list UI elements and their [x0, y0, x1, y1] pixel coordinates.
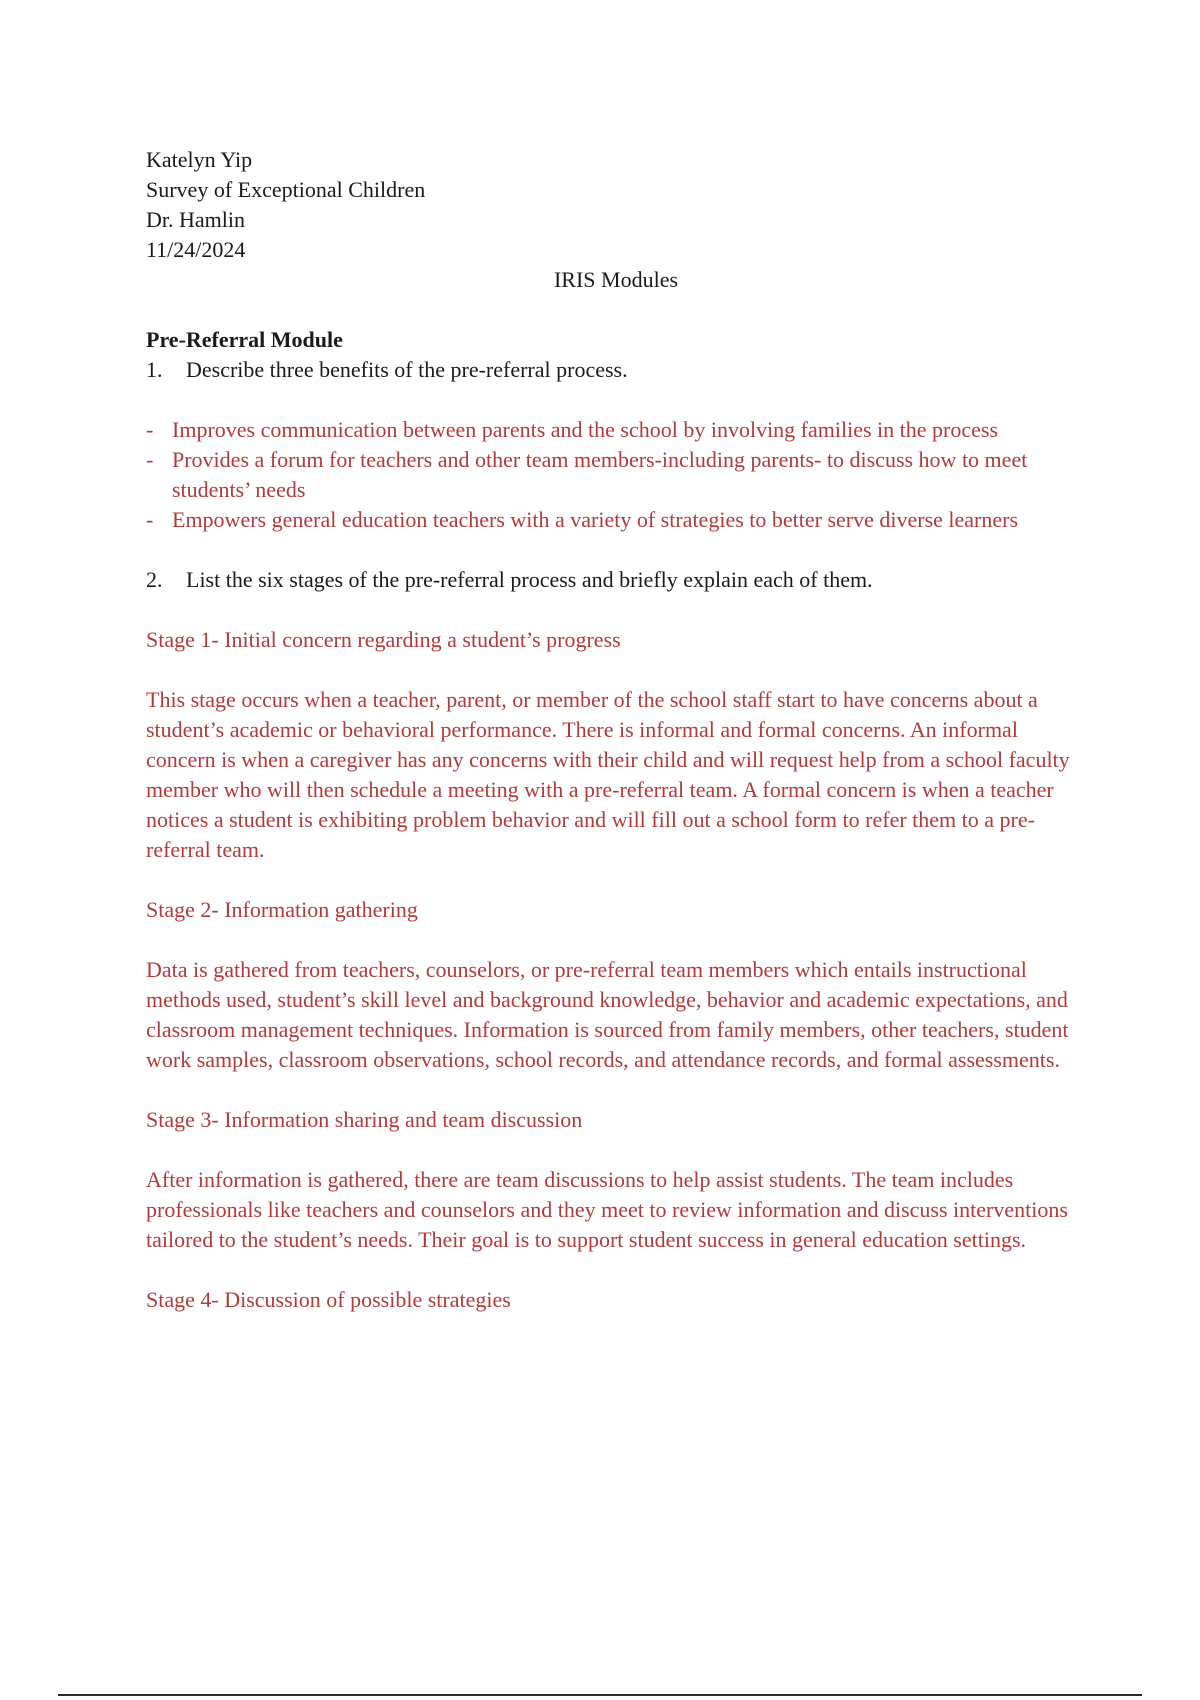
stage-2-title: Stage 2- Information gathering — [146, 897, 418, 922]
question-1-text: Describe three benefits of the pre-referral process. — [186, 357, 628, 382]
spacer — [146, 1075, 1086, 1105]
stage-4-title: Stage 4- Discussion of possible strategies — [146, 1287, 511, 1312]
document-title: IRIS Modules — [553, 267, 679, 292]
spacer — [146, 535, 1086, 565]
list-item — [146, 505, 1086, 535]
spacer — [146, 295, 1086, 325]
stage-3-body: After information is gathered, there are team discussions to help assist students. The team includes professionals like teachers and counselors and they meet to review information and discuss interventions tailored to the student’s needs. Their goal is to support student success in general education settings. — [146, 1167, 1068, 1252]
spacer — [146, 385, 1086, 415]
question-2-text: List the six stages of the pre-referral process and briefly explain each of them. — [186, 567, 873, 592]
question-1-number: 1. — [146, 357, 163, 382]
spacer — [146, 655, 1086, 685]
course-name: Survey of Exceptional Children — [146, 177, 426, 202]
bullet-dash: - — [146, 417, 154, 442]
stage-2-body: Data is gathered from teachers, counselors, or pre-referral team members which entails instructional methods used, student’s skill level and background knowledge, behavior and academic expectations, and classroom management techniques. Information is sourced from family members, other teachers, student work samples, classroom observations, school records, and attendance records, and formal assessments. — [146, 957, 1069, 1072]
bullet-text: Empowers general education teachers with a variety of strategies to better serve diverse learners — [172, 507, 1019, 532]
bullet-dash: - — [146, 447, 154, 472]
spacer — [146, 1255, 1086, 1285]
assignment-date: 11/24/2024 — [146, 237, 246, 262]
spacer — [146, 865, 1086, 895]
question-2 — [146, 565, 1086, 595]
section-heading: Pre-Referral Module — [146, 327, 343, 352]
bullet-dash: - — [146, 507, 154, 532]
question-1 — [146, 355, 1086, 385]
question-2-number: 2. — [146, 567, 163, 592]
bullet-text: Provides a forum for teachers and other team members-including parents- to discuss how to meet students’ needs — [172, 447, 1028, 502]
spacer — [146, 1135, 1086, 1165]
spacer — [146, 925, 1086, 955]
student-name: Katelyn Yip — [146, 147, 253, 172]
list-item — [146, 445, 1086, 505]
stage-1-body: This stage occurs when a teacher, parent, or member of the school staff start to have concerns about a student’s academic or behavioral performance. There is informal and formal concerns. An informal concern is when a caregiver has any concerns with their child and will request help from a school faculty member who will then schedule a meeting with a pre-referral team. A formal concern is when a teacher notices a student is exhibiting problem behavior and will fill out a school form to refer them to a pre-referral team. — [146, 687, 1070, 862]
instructor-name: Dr. Hamlin — [146, 207, 245, 232]
document-content — [146, 145, 1086, 1315]
benefits-list — [146, 415, 1086, 535]
list-item — [146, 415, 1086, 445]
page-bottom-rule — [58, 1694, 1142, 1696]
spacer — [146, 595, 1086, 625]
bullet-text: Improves communication between parents and the school by involving families in the process — [172, 417, 999, 442]
stage-1-title: Stage 1- Initial concern regarding a student’s progress — [146, 627, 621, 652]
stage-3-title: Stage 3- Information sharing and team discussion — [146, 1107, 583, 1132]
